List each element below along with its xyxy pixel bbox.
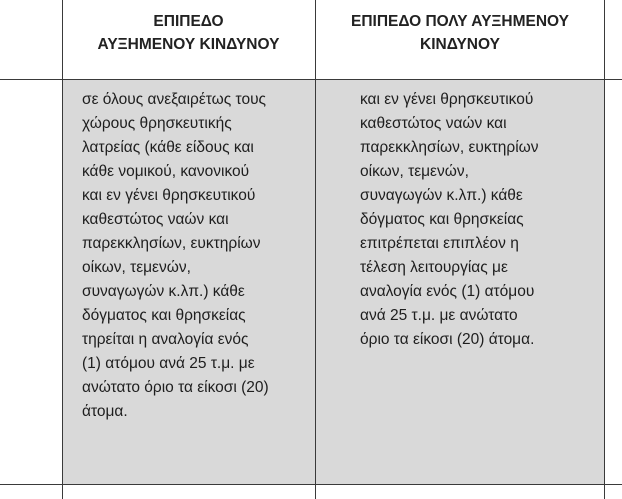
grid-line-body-bottom [0, 484, 622, 485]
grid-line-header-bottom [0, 79, 622, 80]
grid-line-middle [315, 0, 316, 499]
header-increased-risk-label: ΕΠΙΠΕΔΟ ΑΥΞΗΜΕΝΟΥ ΚΙΝΔΥΝΟΥ [97, 13, 280, 53]
grid-line-left [62, 0, 63, 499]
header-increased-risk [62, 0, 315, 79]
cell-very-increased-risk-text: και εν γένει θρησκευτικού καθεστώτος ναών και παρεκκλησίων, ευκτηρίων οίκων, τεμενών, συναγωγών κ.λπ.) κάθε δόγματος και θρησκείας επιτρέπεται επιπλέον η τέλεση λειτουργίας με αναλογία ενός (1) ατόμου ανά 25 τ.μ. με ανώτατο όριο τα είκοσι (20) άτομα. [360, 91, 539, 348]
grid-line-right [604, 0, 605, 499]
cell-increased-risk-text: σε όλους ανεξαιρέτως τους χώρους θρησκευτικής λατρείας (κάθε είδους και κάθε νομικού, κανονικού και εν γένει θρησκευτικού καθεστώτος ναών και παρεκκλησίων, ευκτηρίων οίκων, τεμενών, συναγωγών κ.λπ.) κάθε δόγματος και θρησκείας τηρείται η αναλογία ενός (1) ατόμου ανά 25 τ.μ. με ανώτατο όριο τα είκοσι (20) άτομα. [82, 91, 269, 420]
header-very-increased-risk-label: ΕΠΙΠΕΔΟ ΠΟΛΥ ΑΥΞΗΜΕΝΟΥ ΚΙΝΔΥΝΟΥ [351, 13, 569, 53]
header-very-increased-risk [316, 0, 604, 79]
